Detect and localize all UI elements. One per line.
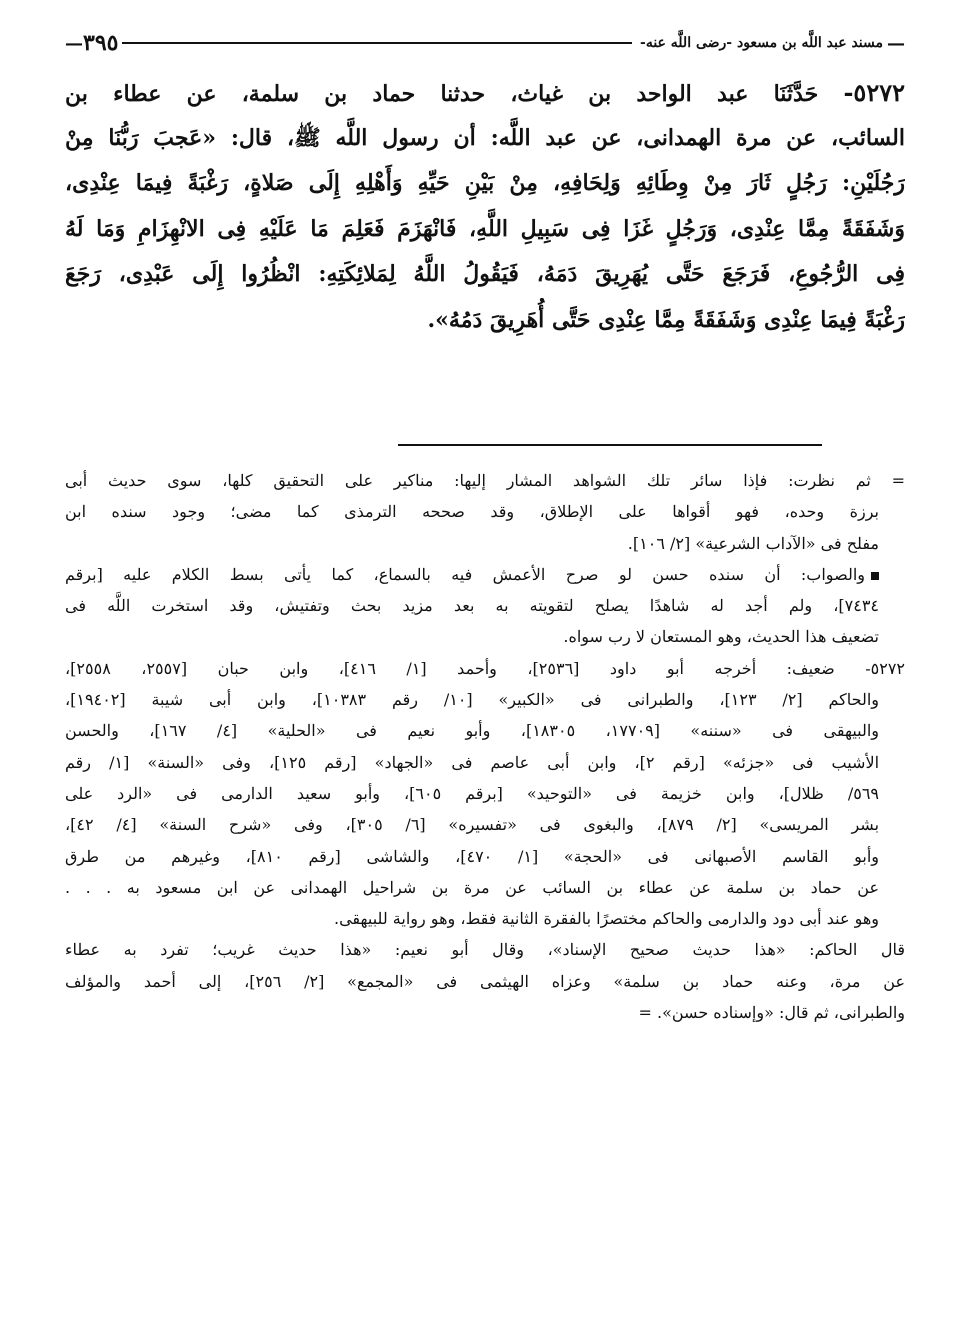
note-line: وهو عند أبى دود والدارمى والحاكم مختصرًا بالفقرة الثانية فقط، وهو رواية للبيهقى. — [333, 909, 879, 929]
header-dash: — — [65, 32, 83, 54]
note-line: عن مرة، وعنه حماد بن سلمة» وعزاه الهيثمى فى «المجمع» [٢/ ٢٥٦]، إلى أحمد والمؤلف — [65, 971, 905, 991]
header-dash: — — [887, 32, 905, 54]
hadith-line: السائب، عن مرة الهمدانى، عن عبد اللَّه: أن رسول اللَّه ﷺ، قال: «عَجبَ رَبُّنَا مِنْ — [65, 124, 905, 151]
bullet-icon — [871, 572, 879, 580]
note-line: برزة وحده، فهو أقواها على الإطلاق، وقد صححه الترمذى كما مضى؛ وجود سنده ابن — [65, 502, 880, 522]
note-line: وأبو القاسم الأصبهانى فى «الحجة» [١/ ٤٧٠]، والشاشى [رقم ٨١٠]، وغيرهم من طرق — [65, 846, 879, 866]
note-line: والطبرانى، ثم قال: «وإسناده حسن». = — [638, 1003, 905, 1023]
note-line — [65, 559, 905, 590]
note-line: الأشيب فى «جزئه» [رقم ٢]، وابن أبى عاصم فى «الجهاد» [رقم ١٢٥]، وفى «السنة» [١/ رقم — [65, 752, 880, 772]
header-rule — [122, 42, 632, 44]
hadith-line — [65, 70, 905, 116]
note-line: والبيهقى فى «سننه» [١٧٧٠٩، ١٨٣٠٥]، وأبو نعيم فى «الحلية» [٤/ ١٦٧]، والحسن — [65, 721, 880, 741]
footnotes — [65, 465, 905, 1028]
note-line: تضعيف هذا الحديث، وهو المستعان لا رب سواه. — [563, 627, 879, 647]
hadith-number: ٥٢٧٢- — [843, 78, 905, 107]
running-header — [65, 28, 905, 58]
page-number: ٣٩٥ — [83, 30, 119, 56]
note-line: = ثم نظرت: فإذا سائر تلك الشواهد المشار إليها: مناكير على التحقيق كلها، سوى حديث أبى — [65, 471, 905, 490]
note-line: بشر المريسى» [٢/ ٨٧٩]، والبغوى فى «تفسيره» [٦/ ٣٠٥]، وفى «شرح السنة» [٤/ ٤٢]، — [65, 815, 880, 835]
note-line: قال الحاكم: «هذا حديث صحيح الإسناد»، وقال أبو نعيم: «هذا حديث غريب؛ تفرد به عطاء — [65, 940, 905, 960]
note-text: والصواب: أن سنده حسن لو صرح الأعمش فيه بالسماع، كما يأتى بسط الكلام عليه [برقم — [65, 564, 865, 584]
footnote-separator — [398, 444, 822, 446]
note-line: ٥٦٩/ ظلال]، وابن خزيمة فى «التوحيد» [برقم ٦٠٥]، وأبو سعيد الدارمى فى «الرد على — [65, 783, 880, 803]
header-title: مسند عبد اللَّه بن مسعود -رضى اللَّه عنه- — [640, 35, 883, 51]
hadith-line: فِى الرُّجُوعِ، فَرَجَعَ حَتَّى يُهَرِيقَ دَمَهُ، فَيَقُولُ اللَّهُ لِمَلائِكَتِهِ: انْظُرُوا إِلَى عَبْدِى، رَجَعَ — [65, 261, 905, 287]
note-line: ٥٢٧٢- ضعيف: أخرجه أبو داود [٢٥٣٦]، وأحمد [١/ ٤١٦]، وابن حبان [٢٥٥٧، ٢٥٥٨]، — [65, 658, 905, 678]
note-line: عن حماد بن سلمة عن عطاء بن السائب عن مرة بن شراحيل الهمدانى عن ابن مسعود به . . . — [65, 877, 879, 897]
hadith-text — [65, 70, 905, 343]
hadith-line: رَغْبَةً فِيمَا عِنْدِى وَشَفَقَةً مِمَّا عِنْدِى حَتَّى أُهَرِيقَ دَمُهُ». — [427, 306, 905, 333]
note-line: مفلح فى «الآداب الشرعية» [٢/ ١٠٦]. — [627, 533, 879, 553]
hadith-line: رَجُلَيْنِ: رَجُلٍ ثَارَ مِنْ وِطَائِهِ وَلِحَافِهِ، مِنْ بَيْنِ حَيِّهِ وَأَهْلِهِ إِلَى صَلاةٍ، رَغْبَةً فِيمَا عِنْدِى، — [65, 170, 905, 196]
hadith-line-text: حَدَّثَنَا عبد الواحد بن غياث، حدثنا حماد بن سلمة، عن عطاء بن — [65, 81, 819, 107]
hadith-line: وَشَفَقَةً مِمَّا عِنْدِى، وَرَجُلٍ غَزَا فِى سَبِيلِ اللَّهِ، فَانْهَزَمَ فَعَلِمَ مَا عَلَيْهِ فِى الانْهِزَامِ وَمَا لَهُ — [65, 215, 905, 242]
note-line: ٧٤٣٤]، ولم أجد له شاهدًا يصلح لتقويته به بعد مزيد بحث وتفتيش، وقد استخرت اللَّه فى — [65, 596, 879, 616]
note-line: والحاكم [٢/ ١٢٣]، والطبرانى فى «الكبير» [١٠/ رقم ١٠٣٨٣]، وابن أبى شيبة [١٩٤٠٢]، — [65, 690, 879, 710]
